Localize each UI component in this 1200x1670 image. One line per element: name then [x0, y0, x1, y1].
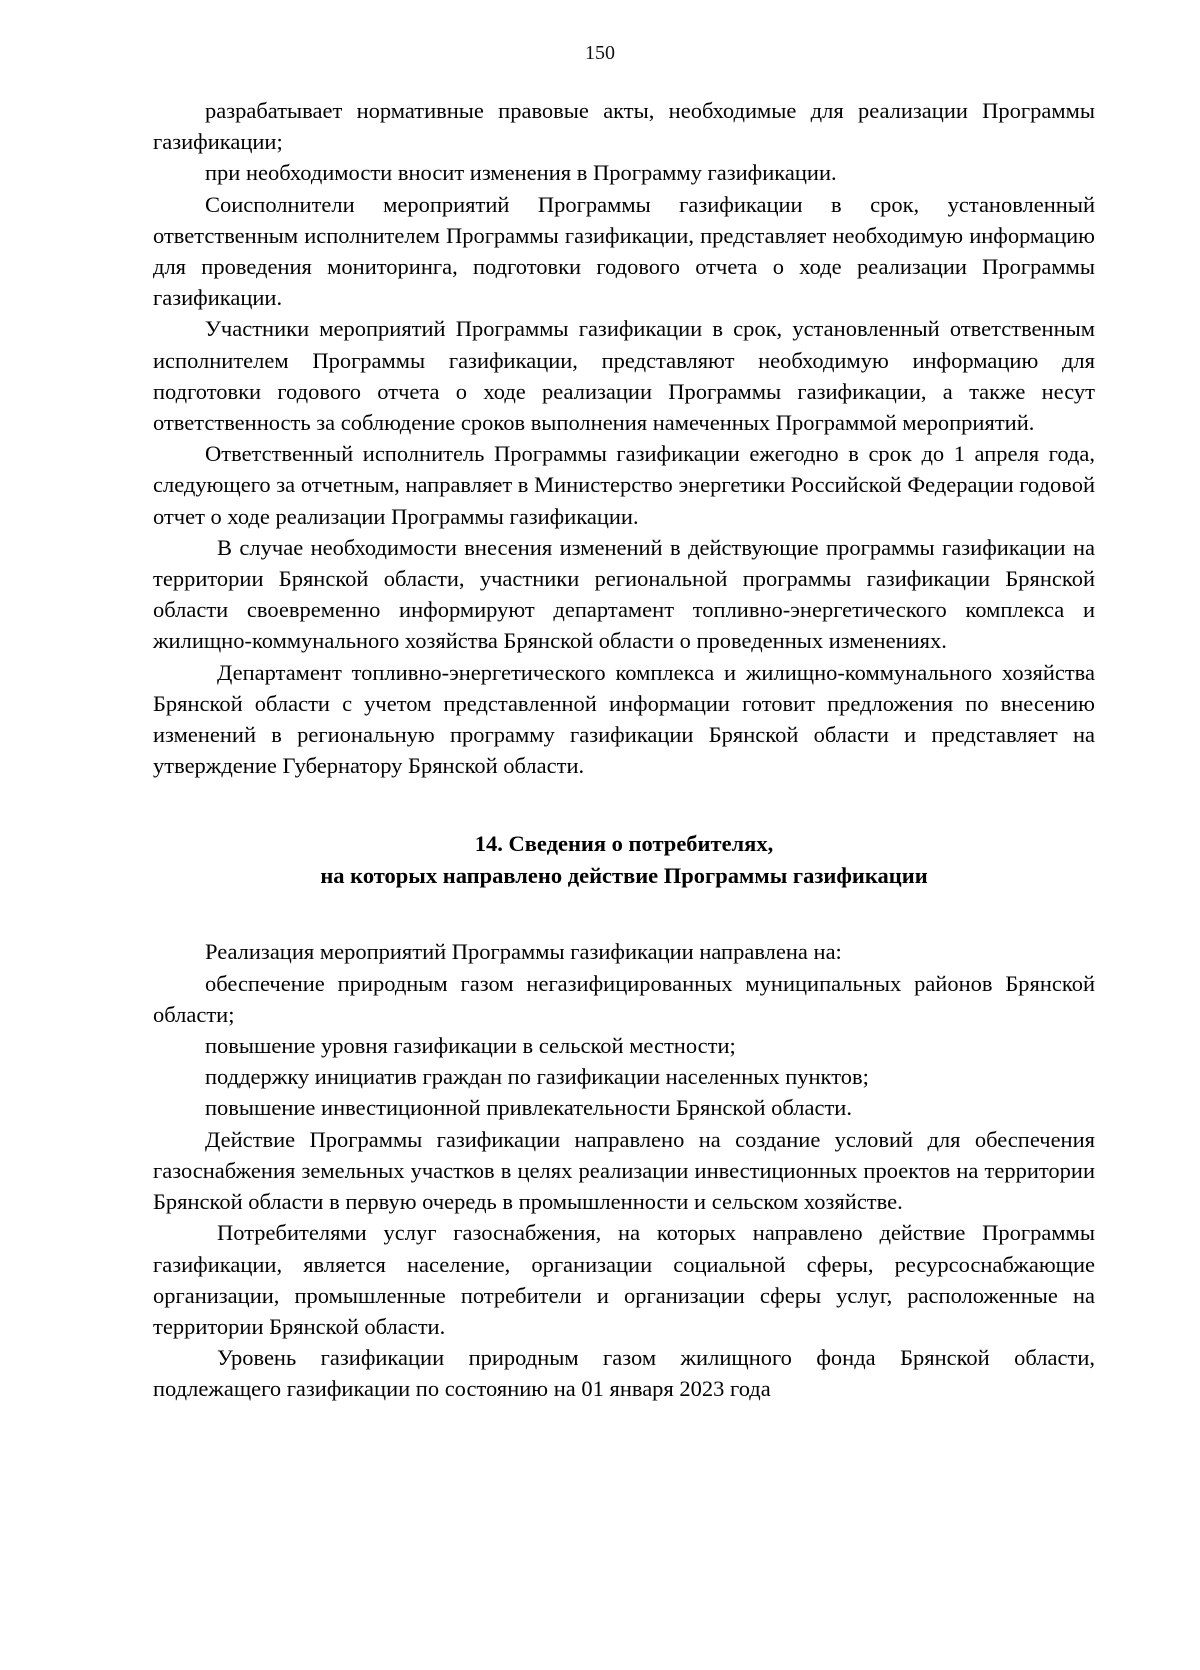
- paragraph: Участники мероприятий Программы газификации в срок, установленный ответственным исполнителем Программы газификации, представляют необходимую информацию для подготовки годового отчета о ходе реализации Программы газификации, а также несут ответственность за соблюдение сроков выполнения намеченных Программой мероприятий.: [153, 316, 1095, 436]
- paragraph: при необходимости вносит изменения в Программу газификации.: [205, 160, 837, 186]
- section-heading-line: на которых направлено действие Программы газификации: [320, 863, 928, 889]
- paragraph: Ответственный исполнитель Программы газификации ежегодно в срок до 1 апреля года, следующего за отчетным, направляет в Министерство энергетики Российской Федерации годовой отчет о ходе реализации Программы газификации.: [153, 441, 1095, 529]
- document-body: [153, 95, 1095, 1405]
- paragraph: поддержку инициатив граждан по газификации населенных пунктов;: [205, 1064, 869, 1090]
- paragraph: Департамент топливно-энергетического комплекса и жилищно-коммунального хозяйства Брянской области с учетом представленной информации готовит предложения по внесению изменений в региональную программу газификации Брянской области и представляет на утверждение Губернатору Брянской области.: [153, 659, 1095, 779]
- page-number: 150: [585, 42, 615, 64]
- section-heading-line: 14. Сведения о потребителях,: [474, 831, 774, 857]
- section-heading: [153, 828, 1095, 892]
- paragraph: повышение уровня газификации в сельской местности;: [205, 1033, 736, 1059]
- paragraph: Уровень газификации природным газом жилищного фонда Брянской области, подлежащего газификации по состоянию на 01 января 2023 года: [153, 1345, 1095, 1402]
- paragraph: Соисполнители мероприятий Программы газификации в срок, установленный ответственным исполнителем Программы газификации, представляет необходимую информацию для проведения мониторинга, подготовки годового отчета о ходе реализации Программы газификации.: [153, 191, 1095, 311]
- paragraph: Потребителями услуг газоснабжения, на которых направлено действие Программы газификации, является население, организации социальной сферы, ресурсоснабжающие организации, промышленные потребители и организации сферы услуг, расположенные на территории Брянской области.: [153, 1220, 1095, 1339]
- paragraph: обеспечение природным газом негазифицированных муниципальных районов Брянской области;: [153, 970, 1095, 1027]
- paragraph: Реализация мероприятий Программы газификации направлена на:: [205, 939, 842, 965]
- paragraph: Действие Программы газификации направлено на создание условий для обеспечения газоснабжения земельных участков в целях реализации инвестиционных проектов на территории Брянской области в первую очередь в промышленности и сельском хозяйстве.: [153, 1126, 1095, 1215]
- paragraph: В случае необходимости внесения изменений в действующие программы газификации на территории Брянской области, участники региональной программы газификации Брянской области своевременно информируют департамент топливно-энергетического комплекса и жилищно-коммунального хозяйства Брянской области о проведенных изменениях.: [153, 534, 1095, 654]
- paragraph: разрабатывает нормативные правовые акты, необходимые для реализации Программы газификации;: [153, 98, 1095, 155]
- paragraph: повышение инвестиционной привлекательности Брянской области.: [205, 1095, 852, 1121]
